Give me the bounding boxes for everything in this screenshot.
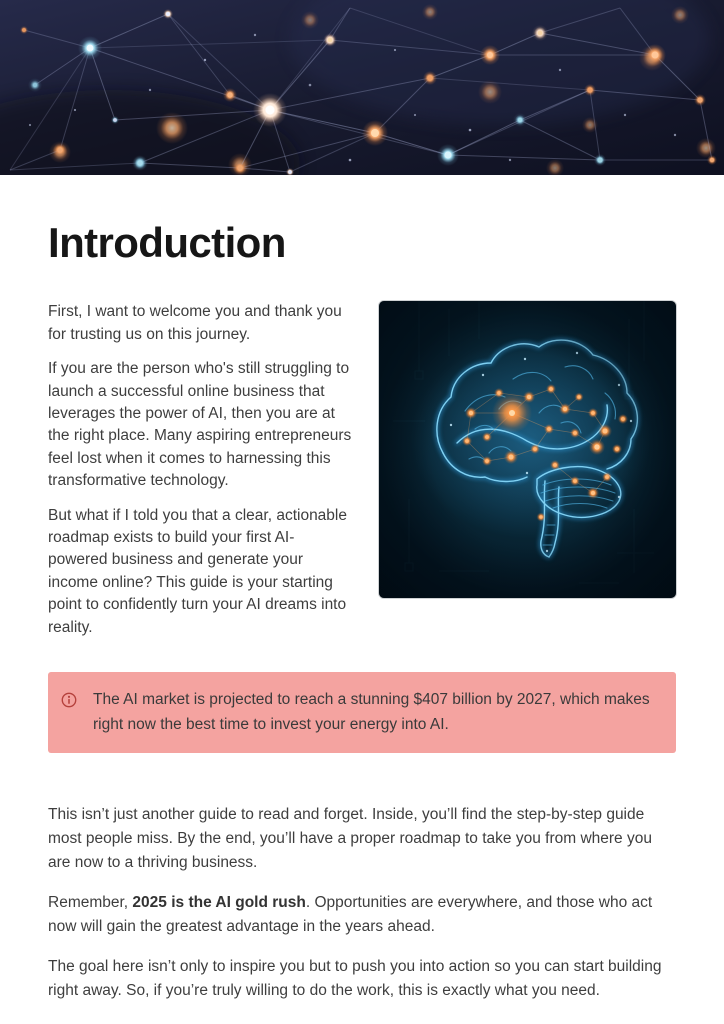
intro-paragraph: But what if I told you that a clear, actionable roadmap exists to build your first AI-powered business and generate your income online? This guide is your starting point to confidently turn your AI dreams into reality. bbox=[48, 506, 347, 636]
body-paragraph-text: Remember, bbox=[48, 893, 133, 911]
intro-paragraph: First, I want to welcome you and thank you for trusting us on this journey. bbox=[48, 303, 342, 343]
callout-text: The AI market is projected to reach a stunning $407 billion by 2027, which makes right now the best time to invest your energy into AI. bbox=[93, 690, 650, 734]
body-paragraph: This isn’t just another guide to read and forget. Inside, you’ll find the step-by-step guide most people miss. By the end, you’ll have a proper roadmap to take you from where you are now to a thriving business. bbox=[48, 805, 652, 871]
header-image bbox=[0, 0, 724, 175]
info-icon bbox=[61, 692, 77, 708]
info-callout bbox=[48, 672, 676, 753]
body-section bbox=[48, 803, 676, 1003]
page-content bbox=[0, 219, 724, 1003]
brain-image bbox=[379, 301, 676, 598]
intro-text-column bbox=[48, 301, 352, 639]
body-paragraph bbox=[48, 891, 676, 939]
page-title: Introduction bbox=[48, 219, 286, 266]
body-paragraph: The goal here isn’t only to inspire you but to push you into action so you can start building right away. So, if you’re truly willing to do the work, this is exactly what you need. bbox=[48, 957, 662, 999]
intro-paragraph: If you are the person who's still struggling to launch a successful online business that leverages the power of AI, then you are at the right place. Many aspiring entrepreneurs feel lost when it comes to harnessing this transformative technology. bbox=[48, 360, 352, 490]
bold-highlight: 2025 is the AI gold rush bbox=[132, 893, 306, 911]
intro-section bbox=[48, 301, 676, 639]
body-paragraph-text: . Opportunities are everywhere, and those who act now will gain the greatest advantage in the years ahead. bbox=[48, 893, 653, 935]
